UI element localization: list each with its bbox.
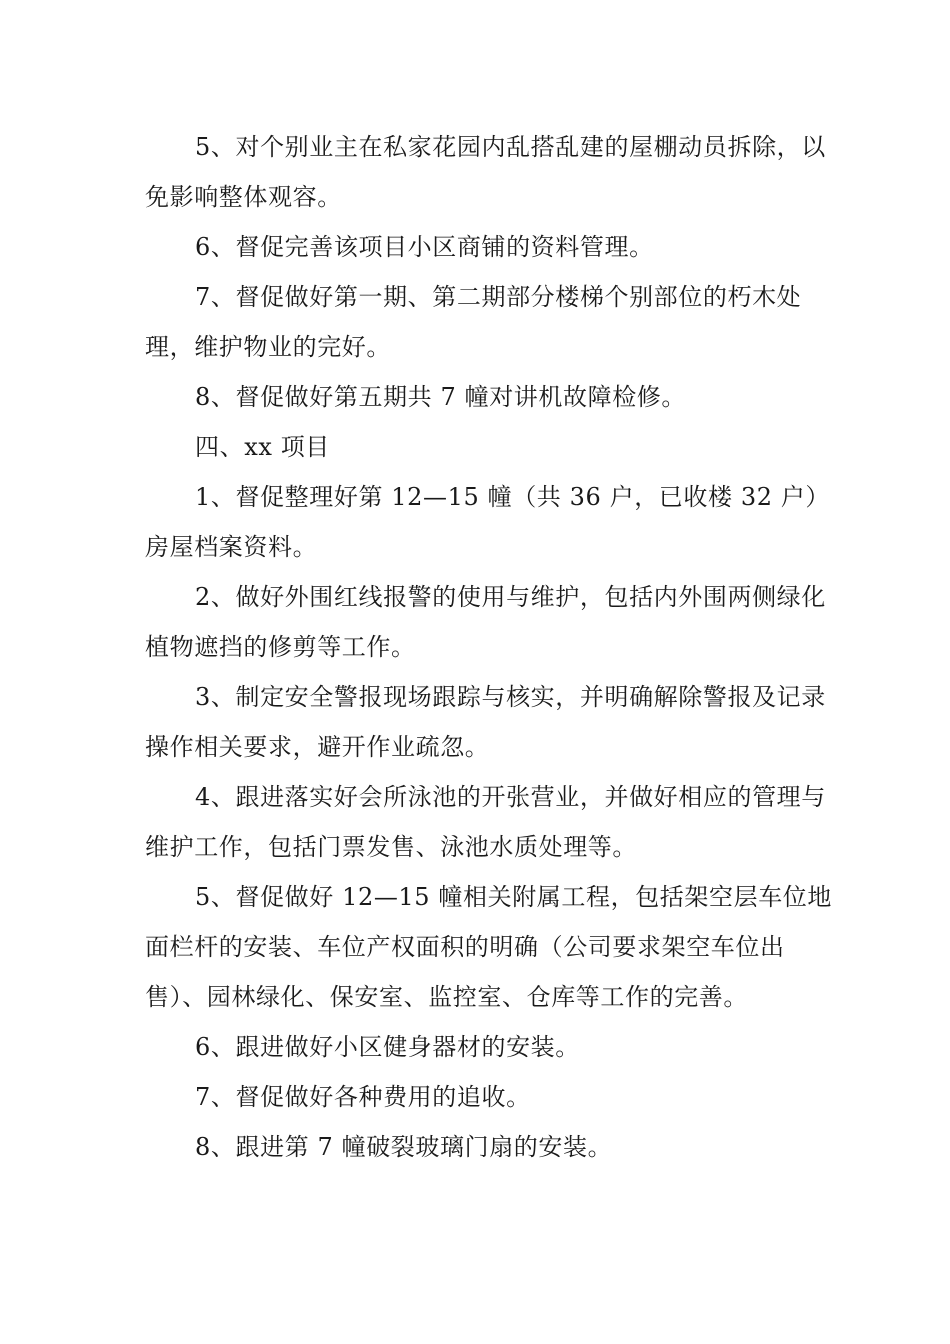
paragraph-item-6-fitness: 6、跟进做好小区健身器材的安装。 [195,1033,580,1061]
paragraph-item-7-rotten-wood: 7、督促做好第一期、第二期部分楼梯个别部位的朽木处理，维护物业的完好。 [145,283,802,361]
paragraph-item-4-pool: 4、跟进落实好会所泳池的开张营业，并做好相应的管理与维护工作，包括门票发售、泳池水质处理等。 [145,783,826,861]
paragraph-item-5-illegal-sheds: 5、对个别业主在私家花园内乱搭乱建的屋棚动员拆除，以免影响整体观容。 [145,133,826,211]
paragraph-item-2-alarm: 2、做好外围红线报警的使用与维护，包括内外围两侧绿化植物遮挡的修剪等工作。 [145,583,826,661]
paragraph-item-6-shop-records: 6、督促完善该项目小区商铺的资料管理。 [195,233,654,261]
paragraph-item-8-intercom-repair: 8、督促做好第五期共 7 幢对讲机故障检修。 [195,383,686,411]
document-page [145,122,835,1172]
paragraph-item-1-archives: 1、督促整理好第 12—15 幢（共 36 户，已收楼 32 户）房屋档案资料。 [145,483,830,561]
paragraph-item-8-glass-door: 8、跟进第 7 幢破裂玻璃门扇的安装。 [195,1133,613,1161]
paragraph-item-5-ancillary-works: 5、督促做好 12—15 幢相关附属工程，包括架空层车位地面栏杆的安装、车位产权面积的明确（公司要求架空车位出售）、园林绿化、保安室、监控室、仓库等工作的完善。 [145,883,833,1011]
section-heading-four: 四、xx 项目 [195,433,330,461]
paragraph-item-7-fees: 7、督促做好各种费用的追收。 [195,1083,531,1111]
paragraph-item-3-security-alert: 3、制定安全警报现场跟踪与核实，并明确解除警报及记录操作相关要求，避开作业疏忽。 [145,683,826,761]
